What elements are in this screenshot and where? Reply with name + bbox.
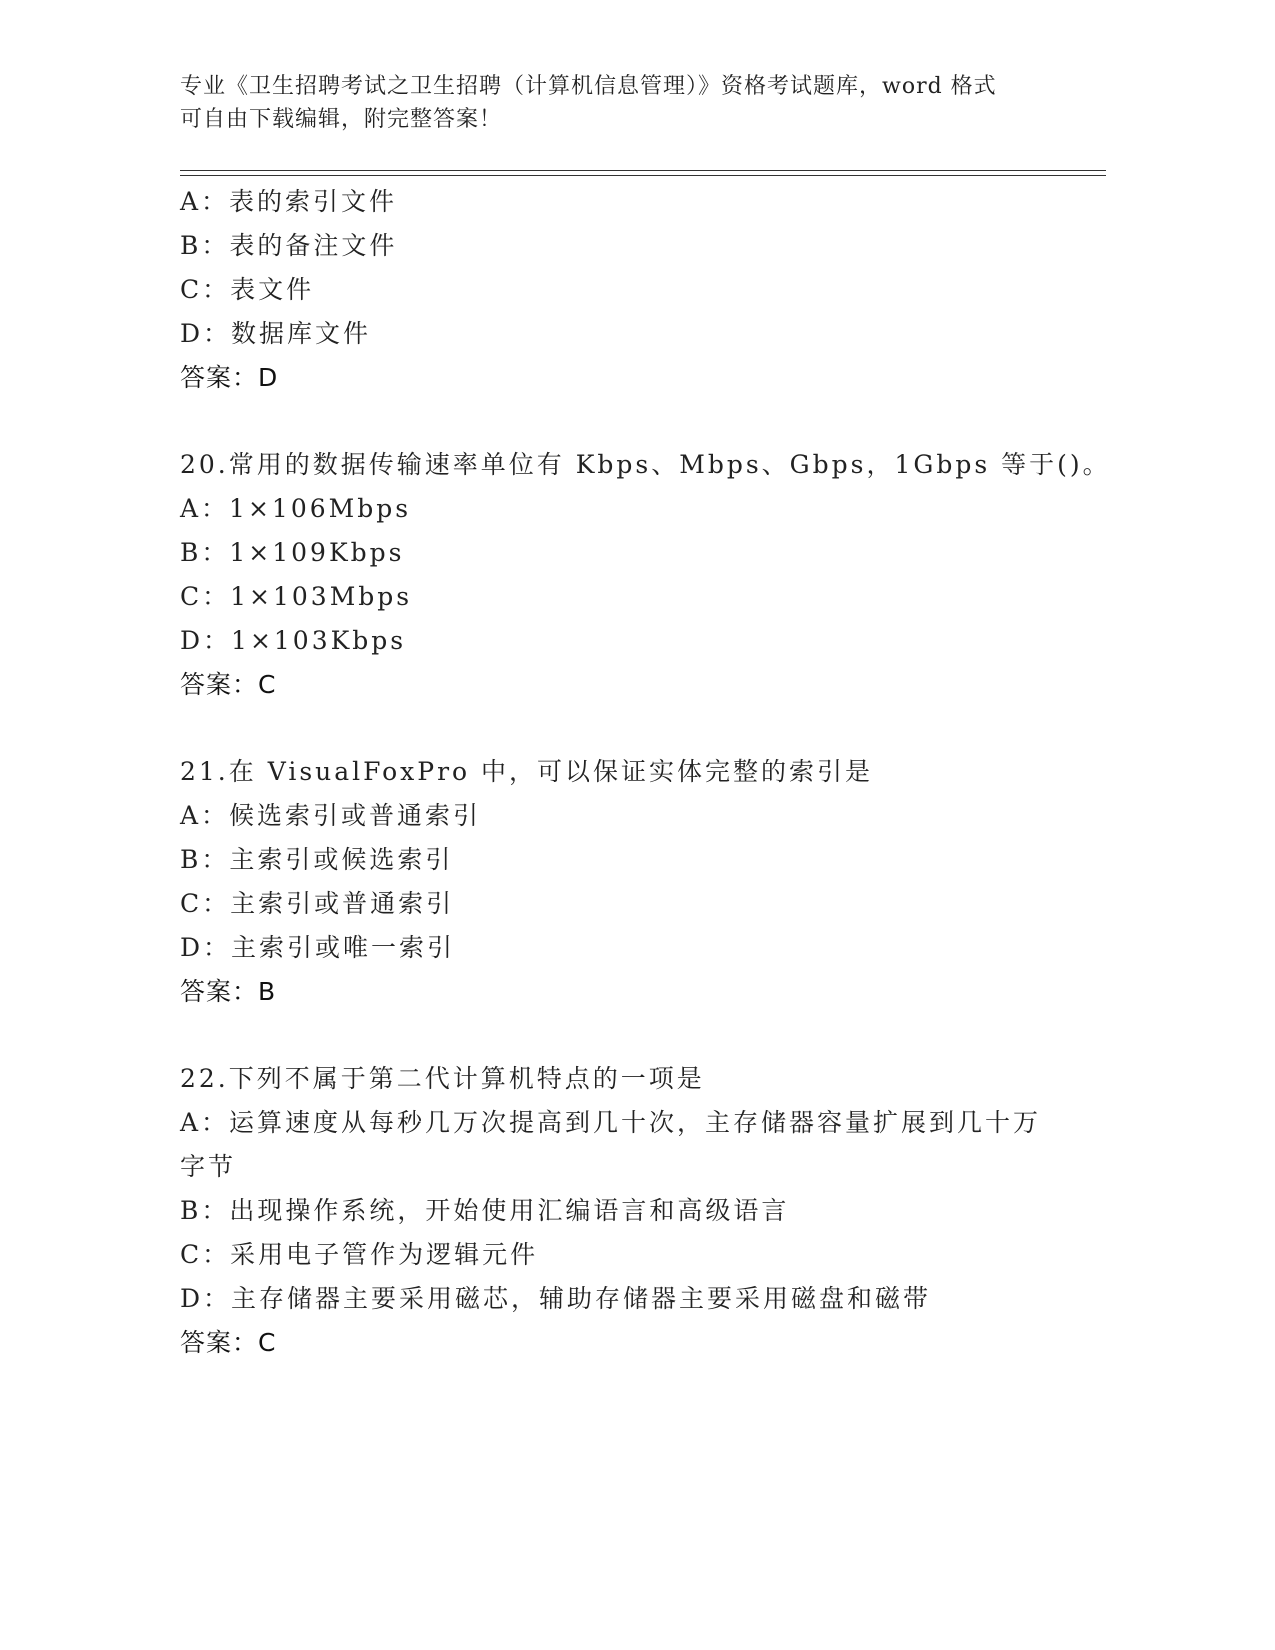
option-a: A：表的索引文件: [180, 187, 398, 216]
option-d: D：主存储器主要采用磁芯，辅助存储器主要采用磁盘和磁带: [180, 1284, 932, 1313]
answer: 答案：C: [180, 670, 277, 699]
question-text: 22.下列不属于第二代计算机特点的一项是: [180, 1064, 705, 1093]
option-a: A：1×106Mbps: [180, 494, 412, 523]
spacer: [180, 707, 1080, 750]
header-line-1: 专业《卫生招聘考试之卫生招聘（计算机信息管理）》资格考试题库，word 格式: [180, 74, 997, 99]
answer: 答案：B: [180, 977, 277, 1006]
option-a: A：候选索引或普通索引: [180, 801, 482, 830]
question-21: [180, 750, 1080, 1014]
question-text: 20.常用的数据传输速率单位有 Kbps、Mbps、Gbps，1Gbps 等于()。: [180, 450, 1111, 479]
spacer: [180, 1014, 1080, 1057]
option-a: A：运算速度从每秒几万次提高到几十次，主存储器容量扩展到几十万: [180, 1108, 1042, 1137]
option-c: C：表文件: [180, 275, 315, 304]
option-c: C：1×103Mbps: [180, 582, 413, 611]
question-text: 21.在 VisualFoxPro 中，可以保证实体完整的索引是: [180, 757, 874, 786]
option-b: B：主索引或候选索引: [180, 845, 454, 874]
option-d: D：数据库文件: [180, 319, 372, 348]
question-19: [180, 180, 1080, 400]
option-c: C：主索引或普通索引: [180, 889, 455, 918]
answer: 答案：D: [180, 363, 279, 392]
option-a-continuation: 字节: [180, 1152, 237, 1181]
question-20: [180, 443, 1111, 707]
header-line-2: 可自由下载编辑，附完整答案！: [180, 107, 503, 132]
option-c: C：采用电子管作为逻辑元件: [180, 1240, 539, 1269]
document-header: [180, 70, 1040, 136]
header-rule-top: [180, 170, 1106, 171]
question-list: [180, 180, 1111, 1365]
option-b: B：表的备注文件: [180, 231, 398, 260]
option-d: D：主索引或唯一索引: [180, 933, 456, 962]
option-b: B：1×109Kbps: [180, 538, 405, 567]
question-22: [180, 1057, 1080, 1365]
answer: 答案：C: [180, 1328, 277, 1357]
spacer: [180, 400, 1080, 443]
option-b: B：出现操作系统，开始使用汇编语言和高级语言: [180, 1196, 790, 1225]
option-d: D：1×103Kbps: [180, 626, 407, 655]
header-rule-bottom: [180, 175, 1106, 176]
